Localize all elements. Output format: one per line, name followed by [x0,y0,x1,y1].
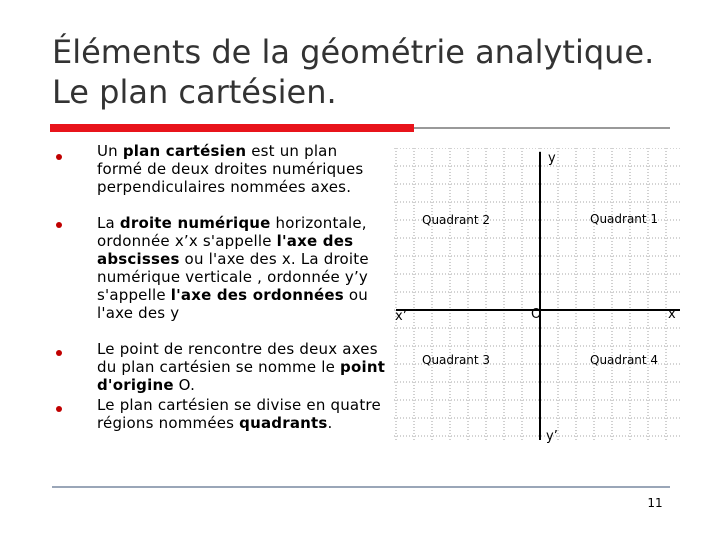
quadrant-1-label: Quadrant 1 [590,212,659,226]
footer-divider [52,486,670,488]
bullet-dot [56,154,62,160]
slide-title: Éléments de la géométrie analytique. Le plan cartésien. [52,33,655,111]
grid-lines [394,148,682,442]
bullet-text-2: La droite numérique horizontale, ordonnée x’x s'appelle l'axe des abscisses ou l'axe des x. La droite numérique verticale , ordonnée y’y s'appelle l'axe des ordonnées ou l'axe des y [97,214,369,322]
title-underline-red [50,124,414,132]
bullet-text-4: Le plan cartésien se divise en quatre régions nommées quadrants. [97,396,381,432]
y-axis-label: y [548,151,556,166]
bullet-text-3: Le point de rencontre des deux axes du plan cartésien se nomme le point d'origine O. [97,340,386,394]
bullet-dot [56,350,62,356]
x-prime-axis-label: x’ [395,309,407,324]
quadrant-2-label: Quadrant 2 [422,213,491,227]
bullet-dot [56,406,62,412]
title-underline-gray [414,127,670,129]
quadrant-3-label: Quadrant 3 [422,353,491,367]
origin-label: O [531,307,542,322]
bullet-text-1: Un plan cartésien est un plan formé de deux droites numériques perpendiculaires nommées axes. [97,142,364,196]
quadrant-4-label: Quadrant 4 [590,353,659,367]
x-axis-label: x [668,307,676,322]
cartesian-plane-diagram [394,148,684,443]
page-number: 11 [647,496,663,510]
bullet-dot [56,222,62,228]
y-prime-axis-label: y’ [546,429,558,443]
